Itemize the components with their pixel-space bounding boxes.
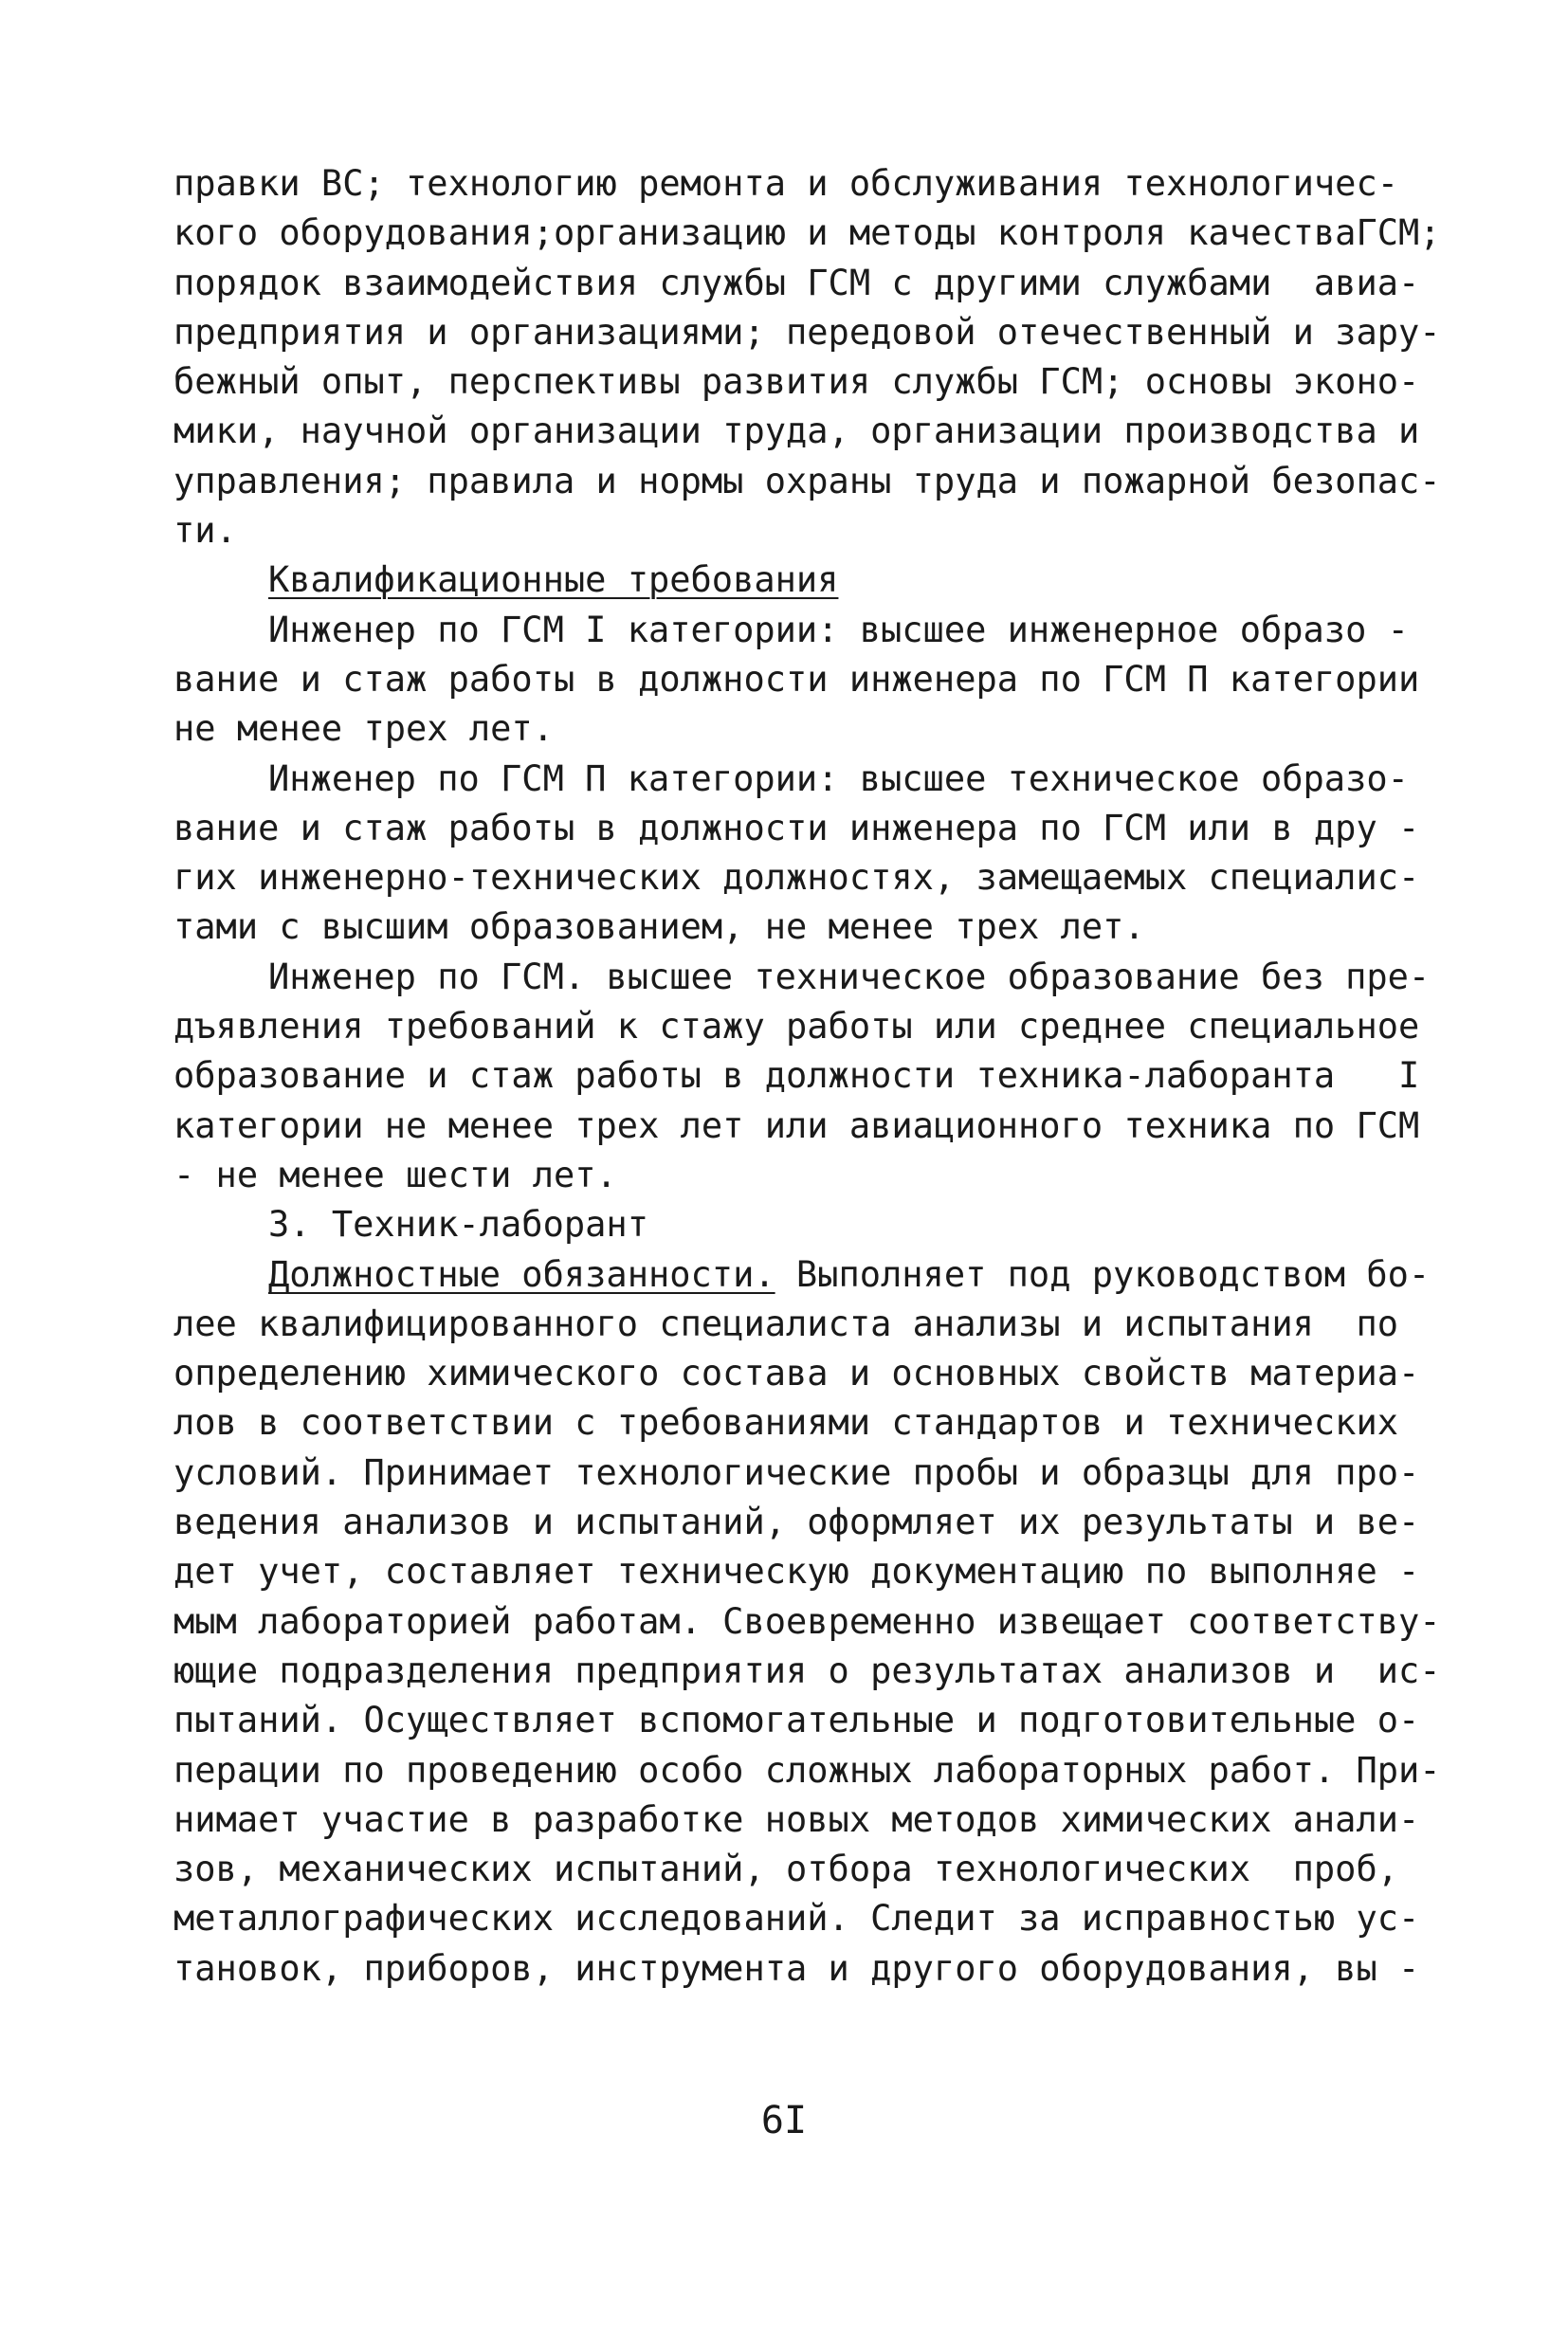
duties-heading: Должностные обязанности. [268, 1253, 775, 1295]
text-line: лов в соответствии с требованиями стандартов и технических [173, 1402, 1399, 1444]
text-line: ющие подразделения предприятия о результатах анализов и ис- [173, 1649, 1441, 1691]
text-line: условий. Принимает технологические пробы и образцы для про- [173, 1451, 1420, 1493]
duties-first-line [173, 1250, 1431, 1300]
text-line: ведения анализов и испытаний, оформляет их результаты и ве- [173, 1502, 1420, 1543]
text-line: предприятия и организациями; передовой отечественный и зару- [173, 311, 1441, 353]
text-line: образование и стаж работы в должности техника-лаборанта I [173, 1055, 1420, 1097]
text-line: зов, механических испытаний, отбора технологических проб, [173, 1849, 1399, 1890]
text-line: Инженер по ГСМ I категории: высшее инженерное образо - [268, 609, 1409, 650]
text-line: металлографических исследований. Следит за исправностью ус- [173, 1898, 1420, 1940]
text-line: перации по проведению особо сложных лабораторных работ. При- [173, 1749, 1441, 1791]
text-line: управления; правила и нормы охраны труда и пожарной безопас- [173, 460, 1441, 501]
text-line: определению химического состава и основных свойств материа- [173, 1353, 1420, 1394]
text-line: гих инженерно-технических должностях, замещаемых специалис- [173, 857, 1420, 899]
text-line: ти. [173, 510, 237, 552]
text-line: нимает участие в разработке новых методов химических анали- [173, 1798, 1420, 1840]
text-line: дет учет, составляет техническую документацию по выполняе - [173, 1551, 1420, 1593]
text-line: не менее трех лет. [173, 708, 554, 750]
text-line: мики, научной организации труда, организации производства и [173, 410, 1420, 452]
text-line: порядок взаимодействия службы ГСМ с другими службами авиа- [173, 262, 1420, 303]
text-line: вание и стаж работы в должности инженера по ГСМ или в дру - [173, 807, 1420, 848]
text-line: - не менее шести лет. [173, 1154, 617, 1195]
section-title: 3. Техник-лаборант [268, 1204, 648, 1246]
qualification-heading-line [173, 556, 1396, 605]
text-line: категории не менее трех лет или авиационного техника по ГСМ [173, 1104, 1420, 1146]
body-text [173, 159, 1441, 1994]
duties-first-text: Выполняет под руководством бо- [775, 1253, 1431, 1295]
text-line: тановок, приборов, инструмента и другого оборудования, вы - [173, 1947, 1420, 1989]
text-line: лее квалифицированного специалиста анализы и испытания по [173, 1303, 1399, 1344]
qualification-heading: Квалификационные требования [268, 559, 839, 601]
text-line: правки ВС; технологию ремонта и обслуживания технологичес- [173, 163, 1399, 204]
text-line: мым лабораторией работам. Своевременно извещает соответству- [173, 1600, 1441, 1642]
page-number: 6I [760, 2099, 808, 2142]
text-line: пытаний. Осуществляет вспомогательные и подготовительные о- [173, 1700, 1420, 1741]
text-line: дъявления требований к стажу работы или среднее специальное [173, 1006, 1420, 1048]
text-line: кого оборудования;организацию и методы контроля качестваГСМ; [173, 212, 1441, 254]
text-line: Инженер по ГСМ П категории: высшее техническое образо- [268, 757, 1409, 799]
text-line: бежный опыт, перспективы развития службы ГСМ; основы эконо- [173, 361, 1420, 403]
text-line: вание и стаж работы в должности инженера по ГСМ П категории [173, 658, 1420, 700]
text-line: Инженер по ГСМ. высшее техническое образование без пре- [268, 956, 1431, 997]
text-line: тами с высшим образованием, не менее трех лет. [173, 906, 1145, 948]
